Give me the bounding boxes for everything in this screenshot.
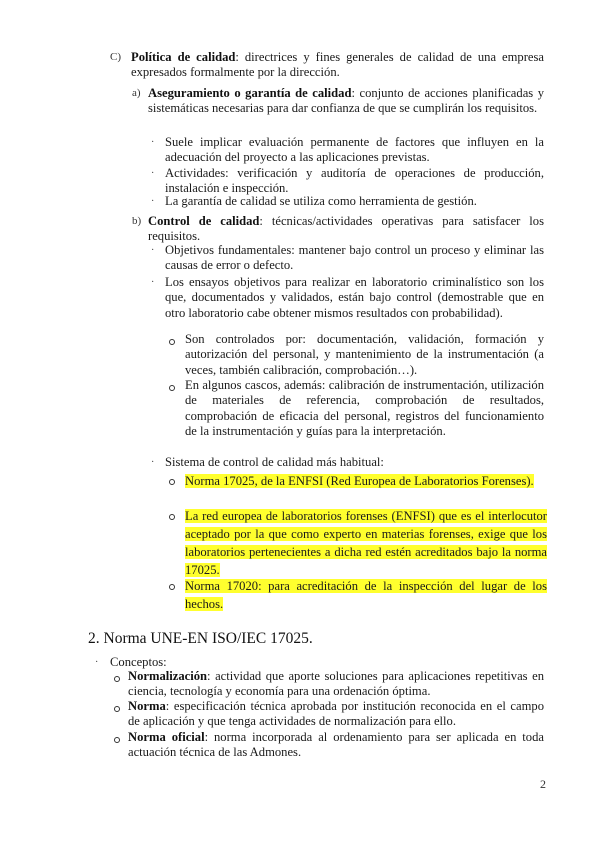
circle-bullet-icon bbox=[169, 584, 175, 590]
bullet-marker: · bbox=[95, 657, 99, 668]
concept-norma: Norma: especificación técnica aprobada por institución reconocida en el campo de aplicación y que tenga actividades de normalización para ello. bbox=[128, 699, 544, 729]
term-norma-oficial: Norma oficial bbox=[128, 730, 205, 744]
bullet-ensayos: Los ensayos objetivos para realizar en laboratorio criminalístico son los que, documentados y validados, están bajo control (demostrable que en otro laboratorio cabe obtener mismos resultados con probabilidad). bbox=[165, 275, 544, 320]
text-politica-calidad: : directrices y fines generales de calidad de una empresa expresados formalmente por la dirección. bbox=[131, 50, 544, 80]
item-marker-b: b) bbox=[132, 215, 142, 227]
bullet-conceptos: Conceptos: bbox=[110, 655, 167, 669]
bullet-objetivos: Objetivos fundamentales: mantener bajo control un proceso y eliminar las causas de error o defecto. bbox=[165, 243, 544, 273]
subbullet-norma-17020: Norma 17020: para acreditación de la inspección del lugar de los hechos. bbox=[185, 579, 547, 611]
circle-bullet-icon bbox=[114, 706, 120, 712]
bullet-aseguramiento-1: Suele implicar evaluación permanente de factores que influyen en la adecuación del proyecto a las aplicaciones previstas. bbox=[165, 135, 544, 165]
item-marker-a: a) bbox=[132, 87, 141, 99]
concept-normalizacion: Normalización: actividad que aporte soluciones para aplicaciones repetitivas en ciencia, tecnología y economía para una ordenación óptima. bbox=[128, 669, 544, 699]
bullet-marker: · bbox=[151, 245, 155, 256]
term-politica-calidad: Política de calidad bbox=[131, 50, 236, 64]
text-aseguramiento: : conjunto de acciones planificadas y sistemáticas necesarias para dar confianza de que se cumplirán los requisitos. bbox=[148, 86, 544, 116]
bullet-aseguramiento-2: Actividades: verificación y auditoría de operaciones de producción, instalación e inspección. bbox=[165, 166, 544, 196]
circle-bullet-icon bbox=[114, 676, 120, 682]
term-normalizacion: Normalización bbox=[128, 669, 208, 683]
circle-bullet-icon bbox=[114, 737, 120, 743]
paragraph-control-calidad bbox=[148, 214, 544, 245]
bullet-sistema-control: Sistema de control de calidad más habitual: bbox=[165, 455, 384, 469]
paragraph-aseguramiento bbox=[148, 86, 544, 117]
subbullet-red-europea: La red europea de laboratorios forenses (ENFSI) que es el interlocutor aceptado por la que como experto en materias forenses, exige que los laboratorios pertenecientes a dicha red estén acreditados bajo la norma 17025. bbox=[185, 509, 547, 577]
term-aseguramiento: Aseguramiento o garantía de calidad bbox=[148, 86, 352, 100]
bullet-marker: · bbox=[151, 137, 155, 148]
concept-norma-oficial: Norma oficial: norma incorporada al ordenamiento para ser aplicada en toda actuación técnica de las Admones. bbox=[128, 730, 544, 760]
term-norma: Norma bbox=[128, 699, 166, 713]
section-heading: 2. Norma UNE-EN ISO/IEC 17025. bbox=[88, 630, 313, 647]
circle-bullet-icon bbox=[169, 385, 175, 391]
term-control-calidad: Control de calidad bbox=[148, 214, 260, 228]
page-number: 2 bbox=[540, 777, 546, 791]
item-marker-c: C) bbox=[110, 51, 121, 63]
circle-bullet-icon bbox=[169, 514, 175, 520]
bullet-marker: · bbox=[151, 277, 155, 288]
subbullet-norma-17025: Norma 17025, de la ENFSI (Red Europea de Laboratorios Forenses). bbox=[185, 474, 534, 488]
subbullet-algunos-casos: En algunos cascos, además: calibración de instrumentación, utilización de materiales de referencia, comprobación de resultados, comprobación de eficacia del personal, registros del funcionamiento de la instrumentación y guías para la interpretación. bbox=[185, 378, 544, 439]
circle-bullet-icon bbox=[169, 339, 175, 345]
bullet-marker: · bbox=[151, 168, 155, 179]
subbullet-controlados: Son controlados por: documentación, validación, formación y autorización del personal, y mantenimiento de la instrumentación (a veces, también calibración, comprobación…). bbox=[185, 332, 544, 377]
circle-bullet-icon bbox=[169, 479, 175, 485]
bullet-aseguramiento-3: La garantía de calidad se utiliza como herramienta de gestión. bbox=[165, 194, 477, 208]
bullet-marker: · bbox=[151, 196, 155, 207]
paragraph-politica-calidad bbox=[131, 50, 544, 81]
text-control-calidad: : técnicas/actividades operativas para satisfacer los requisitos. bbox=[148, 214, 545, 244]
bullet-marker: · bbox=[151, 457, 155, 468]
